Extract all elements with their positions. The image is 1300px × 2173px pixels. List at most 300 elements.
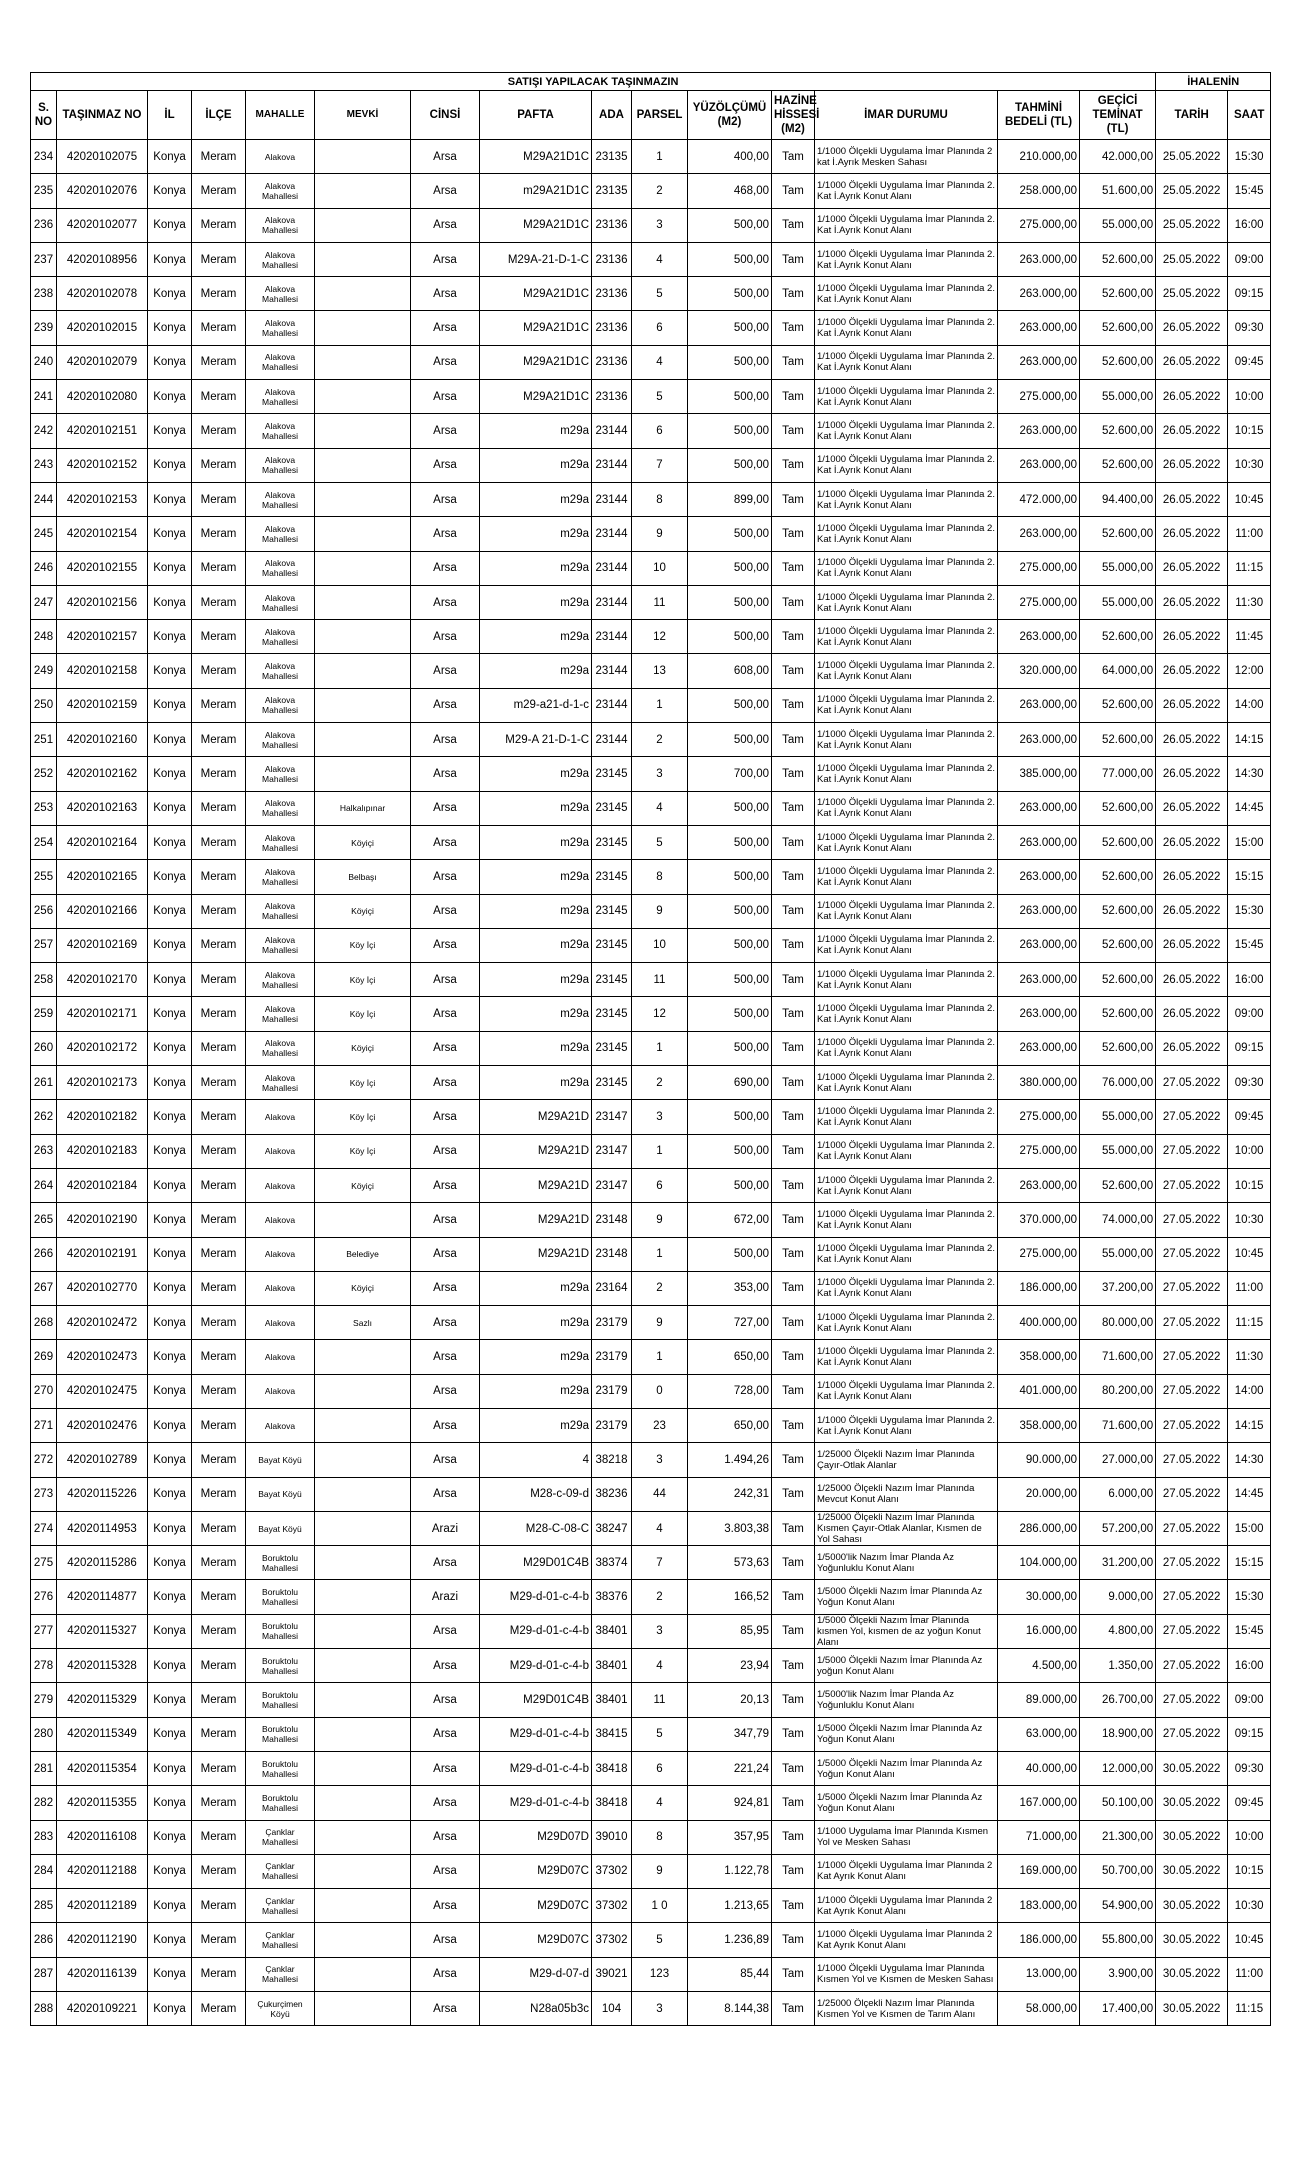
cell-cinsi: Arsa	[411, 208, 480, 242]
cell-il: Konya	[148, 1751, 192, 1785]
cell-ada: 23179	[592, 1408, 632, 1442]
cell-imar-durumu: 1/5000 Ölçekli Nazım İmar Planında Az Yoğun Konut Alanı	[815, 1751, 998, 1785]
cell-mevki	[315, 448, 411, 482]
cell-hazine-hissesi: Tam	[772, 311, 815, 345]
cell-tahmini-bedel: 263.000,00	[998, 1168, 1080, 1202]
cell-mahalle: Alakova Mahallesi	[246, 448, 315, 482]
cell-tasinmaz-no: 42020115355	[57, 1786, 148, 1820]
cell-sno: 248	[31, 620, 57, 654]
cell-hazine-hissesi: Tam	[772, 1854, 815, 1888]
cell-tahmini-bedel: 263.000,00	[998, 688, 1080, 722]
table-row	[31, 551, 1271, 585]
cell-tahmini-bedel: 13.000,00	[998, 1957, 1080, 1991]
cell-sno: 240	[31, 345, 57, 379]
cell-yuzolcumu: 400,00	[688, 140, 772, 174]
cell-pafta: M29-d-01-c-4-b	[480, 1786, 592, 1820]
cell-tasinmaz-no: 42020102152	[57, 448, 148, 482]
cell-hazine-hissesi: Tam	[772, 174, 815, 208]
cell-tarih: 27.05.2022	[1156, 1717, 1228, 1751]
cell-imar-durumu: 1/1000 Ölçekli Uygulama İmar Planında 2. Kat İ.Ayrık Konut Alanı	[815, 791, 998, 825]
cell-ilce: Meram	[192, 1717, 246, 1751]
table-row	[31, 380, 1271, 414]
cell-hazine-hissesi: Tam	[772, 1992, 815, 2026]
cell-sno: 286	[31, 1923, 57, 1957]
cell-sno: 243	[31, 448, 57, 482]
cell-yuzolcumu: 690,00	[688, 1066, 772, 1100]
cell-saat: 09:00	[1228, 997, 1271, 1031]
cell-pafta: m29-a21-d-1-c	[480, 688, 592, 722]
cell-sno: 283	[31, 1820, 57, 1854]
cell-yuzolcumu: 8.144,38	[688, 1992, 772, 2026]
cell-tasinmaz-no: 42020102075	[57, 140, 148, 174]
cell-saat: 11:00	[1228, 517, 1271, 551]
cell-cinsi: Arsa	[411, 1031, 480, 1065]
cell-il: Konya	[148, 894, 192, 928]
cell-pafta: M29A21D	[480, 1168, 592, 1202]
cell-tahmini-bedel: 58.000,00	[998, 1992, 1080, 2026]
cell-yuzolcumu: 1.494,26	[688, 1443, 772, 1477]
cell-tasinmaz-no: 42020102183	[57, 1134, 148, 1168]
cell-imar-durumu: 1/25000 Ölçekli Nazım İmar Planında Kısmen Çayır-Otlak Alanlar, Kısmen de Yol Sahası	[815, 1511, 998, 1545]
cell-parsel: 9	[632, 517, 688, 551]
cell-mahalle: Alakova	[246, 1168, 315, 1202]
cell-ilce: Meram	[192, 551, 246, 585]
cell-il: Konya	[148, 517, 192, 551]
cell-mevki	[315, 1820, 411, 1854]
cell-pafta: M29-d-01-c-4-b	[480, 1717, 592, 1751]
cell-sno: 268	[31, 1306, 57, 1340]
cell-ilce: Meram	[192, 1203, 246, 1237]
cell-mahalle: Alakova Mahallesi	[246, 551, 315, 585]
cell-mevki	[315, 723, 411, 757]
cell-saat: 15:45	[1228, 928, 1271, 962]
column-header-tasinmaz-no: TAŞINMAZ NO	[57, 91, 148, 140]
cell-yuzolcumu: 500,00	[688, 723, 772, 757]
cell-saat: 10:45	[1228, 482, 1271, 516]
cell-tasinmaz-no: 42020116139	[57, 1957, 148, 1991]
cell-saat: 09:30	[1228, 311, 1271, 345]
cell-mahalle: Alakova	[246, 1237, 315, 1271]
cell-imar-durumu: 1/5000 Ölçekli Nazım İmar Planında Az Yoğun Konut Alanı	[815, 1580, 998, 1614]
cell-ilce: Meram	[192, 1134, 246, 1168]
auction-table-frame	[30, 72, 1270, 2026]
cell-sno: 247	[31, 585, 57, 619]
cell-pafta: M29D07C	[480, 1854, 592, 1888]
cell-il: Konya	[148, 1854, 192, 1888]
cell-sno: 246	[31, 551, 57, 585]
cell-tasinmaz-no: 42020116108	[57, 1820, 148, 1854]
cell-mevki	[315, 1511, 411, 1545]
cell-gecici-teminat: 9.000,00	[1080, 1580, 1156, 1614]
cell-parsel: 9	[632, 1306, 688, 1340]
cell-gecici-teminat: 64.000,00	[1080, 654, 1156, 688]
cell-sno: 245	[31, 517, 57, 551]
cell-tasinmaz-no: 42020102473	[57, 1340, 148, 1374]
cell-yuzolcumu: 500,00	[688, 894, 772, 928]
cell-yuzolcumu: 500,00	[688, 620, 772, 654]
cell-mahalle: Boruktolu Mahallesi	[246, 1786, 315, 1820]
cell-yuzolcumu: 500,00	[688, 414, 772, 448]
cell-tahmini-bedel: 263.000,00	[998, 448, 1080, 482]
cell-tasinmaz-no: 42020102184	[57, 1168, 148, 1202]
cell-mevki: Belbaşı	[315, 860, 411, 894]
cell-hazine-hissesi: Tam	[772, 1168, 815, 1202]
cell-sno: 237	[31, 242, 57, 276]
cell-sno: 271	[31, 1408, 57, 1442]
cell-mevki	[315, 1546, 411, 1580]
cell-mahalle: Boruktolu Mahallesi	[246, 1751, 315, 1785]
cell-tahmini-bedel: 275.000,00	[998, 1100, 1080, 1134]
cell-tahmini-bedel: 380.000,00	[998, 1066, 1080, 1100]
cell-mahalle: Alakova Mahallesi	[246, 174, 315, 208]
cell-sno: 274	[31, 1511, 57, 1545]
cell-imar-durumu: 1/1000 Ölçekli Uygulama İmar Planında 2. Kat İ.Ayrık Konut Alanı	[815, 1100, 998, 1134]
cell-tahmini-bedel: 40.000,00	[998, 1751, 1080, 1785]
cell-hazine-hissesi: Tam	[772, 620, 815, 654]
cell-il: Konya	[148, 1408, 192, 1442]
cell-tasinmaz-no: 42020102172	[57, 1031, 148, 1065]
cell-pafta: M29-d-01-c-4-b	[480, 1649, 592, 1683]
cell-hazine-hissesi: Tam	[772, 1923, 815, 1957]
cell-cinsi: Arsa	[411, 1614, 480, 1648]
cell-mevki	[315, 757, 411, 791]
cell-tarih: 30.05.2022	[1156, 1751, 1228, 1785]
cell-mevki	[315, 277, 411, 311]
cell-sno: 261	[31, 1066, 57, 1100]
cell-il: Konya	[148, 1374, 192, 1408]
cell-cinsi: Arsa	[411, 757, 480, 791]
cell-imar-durumu: 1/1000 Ölçekli Uygulama İmar Planında 2. Kat İ.Ayrık Konut Alanı	[815, 688, 998, 722]
cell-saat: 14:30	[1228, 757, 1271, 791]
cell-ada: 23144	[592, 414, 632, 448]
cell-tahmini-bedel: 275.000,00	[998, 1134, 1080, 1168]
cell-yuzolcumu: 500,00	[688, 311, 772, 345]
cell-imar-durumu: 1/1000 Ölçekli Uygulama İmar Planında 2. Kat İ.Ayrık Konut Alanı	[815, 585, 998, 619]
cell-parsel: 7	[632, 448, 688, 482]
cell-hazine-hissesi: Tam	[772, 1649, 815, 1683]
cell-pafta: M29A21D1C	[480, 345, 592, 379]
cell-hazine-hissesi: Tam	[772, 277, 815, 311]
cell-pafta: M29A21D1C	[480, 380, 592, 414]
cell-hazine-hissesi: Tam	[772, 1546, 815, 1580]
cell-mevki: Köyiçi	[315, 1168, 411, 1202]
cell-saat: 16:00	[1228, 963, 1271, 997]
cell-tarih: 26.05.2022	[1156, 448, 1228, 482]
cell-hazine-hissesi: Tam	[772, 1066, 815, 1100]
cell-parsel: 13	[632, 654, 688, 688]
cell-parsel: 5	[632, 825, 688, 859]
cell-yuzolcumu: 500,00	[688, 1134, 772, 1168]
cell-ilce: Meram	[192, 1854, 246, 1888]
cell-cinsi: Arsa	[411, 997, 480, 1031]
cell-pafta: m29a	[480, 620, 592, 654]
cell-tarih: 26.05.2022	[1156, 311, 1228, 345]
cell-hazine-hissesi: Tam	[772, 1031, 815, 1065]
cell-ilce: Meram	[192, 1751, 246, 1785]
cell-gecici-teminat: 31.200,00	[1080, 1546, 1156, 1580]
cell-sno: 263	[31, 1134, 57, 1168]
cell-sno: 257	[31, 928, 57, 962]
cell-mevki	[315, 1374, 411, 1408]
table-row	[31, 1340, 1271, 1374]
cell-mahalle: Alakova Mahallesi	[246, 380, 315, 414]
cell-mahalle: Çanklar Mahallesi	[246, 1854, 315, 1888]
cell-imar-durumu: 1/1000 Ölçekli Uygulama İmar Planında 2. Kat İ.Ayrık Konut Alanı	[815, 1031, 998, 1065]
cell-tahmini-bedel: 275.000,00	[998, 585, 1080, 619]
cell-saat: 14:00	[1228, 1374, 1271, 1408]
cell-il: Konya	[148, 1511, 192, 1545]
cell-tarih: 27.05.2022	[1156, 1340, 1228, 1374]
cell-hazine-hissesi: Tam	[772, 1237, 815, 1271]
cell-mevki: Köyiçi	[315, 825, 411, 859]
cell-cinsi: Arsa	[411, 1477, 480, 1511]
column-header-cinsi: CİNSİ	[411, 91, 480, 140]
cell-hazine-hissesi: Tam	[772, 1580, 815, 1614]
cell-hazine-hissesi: Tam	[772, 1134, 815, 1168]
cell-tasinmaz-no: 42020114953	[57, 1511, 148, 1545]
cell-mevki: Köyiçi	[315, 1271, 411, 1305]
table-row	[31, 414, 1271, 448]
cell-tarih: 30.05.2022	[1156, 1820, 1228, 1854]
cell-ilce: Meram	[192, 757, 246, 791]
cell-mahalle: Alakova Mahallesi	[246, 825, 315, 859]
cell-tasinmaz-no: 42020102171	[57, 997, 148, 1031]
cell-ilce: Meram	[192, 1066, 246, 1100]
cell-hazine-hissesi: Tam	[772, 1203, 815, 1237]
cell-ada: 23136	[592, 208, 632, 242]
cell-mevki	[315, 1786, 411, 1820]
column-header-row	[31, 91, 1271, 140]
cell-ilce: Meram	[192, 277, 246, 311]
cell-tarih: 27.05.2022	[1156, 1237, 1228, 1271]
cell-sno: 270	[31, 1374, 57, 1408]
cell-ada: 23144	[592, 723, 632, 757]
cell-tasinmaz-no: 42020102159	[57, 688, 148, 722]
cell-ada: 23136	[592, 380, 632, 414]
cell-mevki	[315, 688, 411, 722]
cell-sno: 269	[31, 1340, 57, 1374]
cell-ada: 23145	[592, 860, 632, 894]
cell-pafta: M29D07C	[480, 1889, 592, 1923]
table-row	[31, 1031, 1271, 1065]
cell-tahmini-bedel: 4.500,00	[998, 1649, 1080, 1683]
cell-il: Konya	[148, 1683, 192, 1717]
cell-ilce: Meram	[192, 1443, 246, 1477]
cell-sno: 242	[31, 414, 57, 448]
cell-yuzolcumu: 1.213,65	[688, 1889, 772, 1923]
cell-saat: 10:15	[1228, 414, 1271, 448]
cell-mahalle: Alakova Mahallesi	[246, 620, 315, 654]
cell-tahmini-bedel: 263.000,00	[998, 620, 1080, 654]
cell-saat: 10:00	[1228, 1134, 1271, 1168]
cell-yuzolcumu: 3.803,38	[688, 1511, 772, 1545]
cell-saat: 10:15	[1228, 1854, 1271, 1888]
cell-parsel: 12	[632, 620, 688, 654]
cell-tahmini-bedel: 275.000,00	[998, 380, 1080, 414]
cell-yuzolcumu: 500,00	[688, 517, 772, 551]
cell-yuzolcumu: 500,00	[688, 1237, 772, 1271]
cell-tahmini-bedel: 167.000,00	[998, 1786, 1080, 1820]
cell-parsel: 4	[632, 345, 688, 379]
cell-ilce: Meram	[192, 928, 246, 962]
cell-tasinmaz-no: 42020115329	[57, 1683, 148, 1717]
cell-ada: 39021	[592, 1957, 632, 1991]
cell-yuzolcumu: 650,00	[688, 1340, 772, 1374]
cell-saat: 15:30	[1228, 1580, 1271, 1614]
cell-imar-durumu: 1/1000 Ölçekli Uygulama İmar Planında 2. Kat İ.Ayrık Konut Alanı	[815, 963, 998, 997]
column-header-tahmini-bedel: TAHMİNİ BEDELİ (TL)	[998, 91, 1080, 140]
cell-ada: 23144	[592, 654, 632, 688]
table-row	[31, 1100, 1271, 1134]
cell-imar-durumu: 1/1000 Ölçekli Uygulama İmar Planında 2. Kat İ.Ayrık Konut Alanı	[815, 757, 998, 791]
cell-mahalle: Çanklar Mahallesi	[246, 1923, 315, 1957]
cell-yuzolcumu: 500,00	[688, 242, 772, 276]
cell-pafta: M29-d-01-c-4-b	[480, 1580, 592, 1614]
cell-tahmini-bedel: 263.000,00	[998, 723, 1080, 757]
cell-ilce: Meram	[192, 1511, 246, 1545]
cell-ilce: Meram	[192, 242, 246, 276]
cell-mahalle: Çukurçimen Köyü	[246, 1992, 315, 2026]
cell-mahalle: Boruktolu Mahallesi	[246, 1717, 315, 1751]
table-row	[31, 1511, 1271, 1545]
cell-parsel: 1	[632, 688, 688, 722]
cell-tarih: 25.05.2022	[1156, 242, 1228, 276]
cell-tahmini-bedel: 16.000,00	[998, 1614, 1080, 1648]
cell-parsel: 1	[632, 140, 688, 174]
cell-saat: 09:00	[1228, 1683, 1271, 1717]
table-row	[31, 1408, 1271, 1442]
cell-imar-durumu: 1/1000 Ölçekli Uygulama İmar Planında 2. Kat İ.Ayrık Konut Alanı	[815, 928, 998, 962]
cell-hazine-hissesi: Tam	[772, 1511, 815, 1545]
cell-ilce: Meram	[192, 1649, 246, 1683]
cell-mahalle: Alakova	[246, 1306, 315, 1340]
cell-ilce: Meram	[192, 585, 246, 619]
cell-saat: 09:15	[1228, 1031, 1271, 1065]
cell-imar-durumu: 1/1000 Ölçekli Uygulama İmar Planında 2. Kat İ.Ayrık Konut Alanı	[815, 997, 998, 1031]
cell-parsel: 3	[632, 1100, 688, 1134]
cell-saat: 11:00	[1228, 1957, 1271, 1991]
cell-sno: 256	[31, 894, 57, 928]
cell-tarih: 26.05.2022	[1156, 963, 1228, 997]
cell-sno: 241	[31, 380, 57, 414]
cell-saat: 09:30	[1228, 1066, 1271, 1100]
cell-imar-durumu: 1/1000 Ölçekli Uygulama İmar Planında 2. Kat İ.Ayrık Konut Alanı	[815, 482, 998, 516]
table-row	[31, 1649, 1271, 1683]
cell-sno: 288	[31, 1992, 57, 2026]
cell-parsel: 6	[632, 1168, 688, 1202]
cell-tarih: 25.05.2022	[1156, 140, 1228, 174]
cell-hazine-hissesi: Tam	[772, 894, 815, 928]
table-row	[31, 860, 1271, 894]
cell-pafta: m29a	[480, 928, 592, 962]
cell-parsel: 3	[632, 757, 688, 791]
cell-ada: 104	[592, 1992, 632, 2026]
cell-mevki	[315, 345, 411, 379]
cell-tarih: 27.05.2022	[1156, 1443, 1228, 1477]
cell-cinsi: Arsa	[411, 928, 480, 962]
cell-tasinmaz-no: 42020102080	[57, 380, 148, 414]
cell-sno: 279	[31, 1683, 57, 1717]
cell-hazine-hissesi: Tam	[772, 1271, 815, 1305]
cell-mevki	[315, 482, 411, 516]
cell-tasinmaz-no: 42020115286	[57, 1546, 148, 1580]
cell-gecici-teminat: 55.000,00	[1080, 551, 1156, 585]
cell-tarih: 27.05.2022	[1156, 1477, 1228, 1511]
cell-hazine-hissesi: Tam	[772, 585, 815, 619]
cell-gecici-teminat: 50.700,00	[1080, 1854, 1156, 1888]
cell-yuzolcumu: 500,00	[688, 928, 772, 962]
cell-hazine-hissesi: Tam	[772, 1889, 815, 1923]
cell-tarih: 27.05.2022	[1156, 1408, 1228, 1442]
cell-pafta: m29a	[480, 585, 592, 619]
cell-mevki: Köy İçi	[315, 1066, 411, 1100]
cell-tarih: 26.05.2022	[1156, 380, 1228, 414]
cell-tahmini-bedel: 20.000,00	[998, 1477, 1080, 1511]
cell-tahmini-bedel: 263.000,00	[998, 242, 1080, 276]
cell-cinsi: Arsa	[411, 894, 480, 928]
cell-gecici-teminat: 3.900,00	[1080, 1957, 1156, 1991]
cell-cinsi: Arsa	[411, 1306, 480, 1340]
cell-tarih: 27.05.2022	[1156, 1203, 1228, 1237]
cell-hazine-hissesi: Tam	[772, 928, 815, 962]
cell-mevki	[315, 140, 411, 174]
table-row	[31, 894, 1271, 928]
cell-tarih: 27.05.2022	[1156, 1066, 1228, 1100]
cell-hazine-hissesi: Tam	[772, 208, 815, 242]
cell-tarih: 26.05.2022	[1156, 585, 1228, 619]
cell-yuzolcumu: 500,00	[688, 1168, 772, 1202]
cell-saat: 10:00	[1228, 380, 1271, 414]
cell-imar-durumu: 1/1000 Ölçekli Uygulama İmar Planında 2. Kat İ.Ayrık Konut Alanı	[815, 723, 998, 757]
cell-il: Konya	[148, 1957, 192, 1991]
cell-mevki: Köy İçi	[315, 1134, 411, 1168]
cell-mahalle: Alakova Mahallesi	[246, 894, 315, 928]
cell-pafta: M29A21D1C	[480, 311, 592, 345]
cell-gecici-teminat: 52.600,00	[1080, 414, 1156, 448]
cell-pafta: m29a	[480, 654, 592, 688]
cell-tasinmaz-no: 42020102165	[57, 860, 148, 894]
cell-gecici-teminat: 17.400,00	[1080, 1992, 1156, 2026]
cell-sno: 259	[31, 997, 57, 1031]
cell-gecici-teminat: 52.600,00	[1080, 620, 1156, 654]
cell-gecici-teminat: 21.300,00	[1080, 1820, 1156, 1854]
cell-ada: 23144	[592, 585, 632, 619]
cell-cinsi: Arsa	[411, 1340, 480, 1374]
cell-ilce: Meram	[192, 1786, 246, 1820]
cell-mevki: Köy İçi	[315, 928, 411, 962]
cell-hazine-hissesi: Tam	[772, 1614, 815, 1648]
cell-parsel: 4	[632, 1511, 688, 1545]
cell-tasinmaz-no: 42020102163	[57, 791, 148, 825]
auction-title: İHALENİN	[1156, 73, 1271, 91]
cell-tahmini-bedel: 472.000,00	[998, 482, 1080, 516]
cell-ada: 37302	[592, 1854, 632, 1888]
cell-tahmini-bedel: 385.000,00	[998, 757, 1080, 791]
cell-parsel: 3	[632, 1443, 688, 1477]
cell-tasinmaz-no: 42020102770	[57, 1271, 148, 1305]
cell-gecici-teminat: 74.000,00	[1080, 1203, 1156, 1237]
cell-il: Konya	[148, 1271, 192, 1305]
cell-saat: 11:15	[1228, 1306, 1271, 1340]
cell-ada: 23179	[592, 1306, 632, 1340]
cell-hazine-hissesi: Tam	[772, 1957, 815, 1991]
cell-mahalle: Alakova Mahallesi	[246, 757, 315, 791]
cell-mahalle: Alakova Mahallesi	[246, 517, 315, 551]
cell-tarih: 26.05.2022	[1156, 688, 1228, 722]
cell-gecici-teminat: 52.600,00	[1080, 688, 1156, 722]
cell-cinsi: Arsa	[411, 723, 480, 757]
cell-gecici-teminat: 55.000,00	[1080, 1100, 1156, 1134]
